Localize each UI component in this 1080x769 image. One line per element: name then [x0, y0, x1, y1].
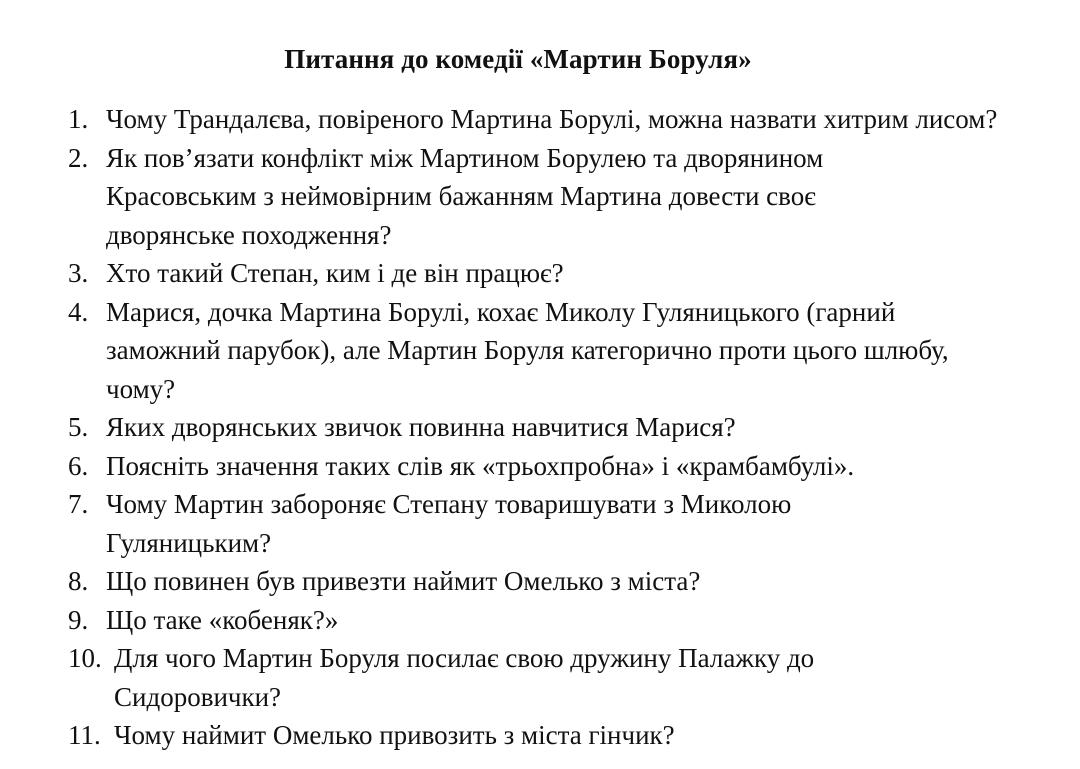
question-item-4: [68, 293, 1001, 409]
question-item-8: [68, 562, 1028, 601]
question-item-10: [68, 639, 926, 716]
question-number: 5.: [68, 412, 89, 442]
question-item-6: [68, 447, 1028, 486]
question-item-11: [68, 716, 1028, 755]
question-text: Як пов’язати конфлікт між Мартином Борулею та дворянином Красовським з неймовірним бажанням Мартина довести своє дворянське походження?: [106, 142, 824, 250]
question-text: Яких дворянських звичок повинна навчитися Марися?: [106, 412, 736, 442]
question-text: Що повинен був привезти наймит Омелько з міста?: [106, 566, 701, 596]
question-list: [68, 100, 1028, 755]
question-item-5: [68, 408, 1028, 447]
question-number: 2.: [68, 142, 89, 173]
question-item-1: [68, 100, 1026, 139]
question-item-3: [68, 254, 1028, 293]
question-text: Хто такий Степан, ким і де він працює?: [106, 258, 564, 288]
question-number: 6.: [68, 450, 89, 481]
question-text: Чому наймит Омелько привозить з міста гінчик?: [114, 720, 675, 750]
question-text: Для чого Мартин Боруля посилає свою дружину Палажку до Сидоровички?: [114, 643, 815, 712]
question-number: 11.: [68, 720, 101, 750]
question-text: Чому Мартин забороняє Степану товаришувати з Миколою Гуляницьким?: [106, 489, 792, 558]
question-text: Чому Трандалєва, повіреного Мартина Борулі, можна назвати хитрим лисом?: [106, 104, 998, 134]
question-text: Поясніть значення таких слів як «трьохпробна» і «крамбамбулі».: [106, 450, 855, 481]
question-number: 7.: [68, 489, 89, 519]
question-number: 9.: [68, 604, 89, 635]
question-number: 4.: [68, 296, 89, 327]
question-number: 3.: [68, 258, 89, 288]
question-item-9: [68, 601, 1028, 640]
question-item-2: [68, 139, 886, 255]
question-number: 8.: [68, 566, 89, 596]
question-item-7: [68, 485, 896, 562]
document-title: Питання до комедії «Мартин Боруля»: [284, 44, 752, 74]
question-text: Марися, дочка Мартина Борулі, кохає Миколу Гуляницького (гарний заможний парубок), але Мартин Боруля категорично проти цього шлюбу, чому?: [106, 296, 949, 404]
question-number: 1.: [68, 104, 89, 134]
question-number: 10.: [68, 643, 102, 673]
question-text: Що таке «кобеняк?»: [106, 604, 339, 635]
